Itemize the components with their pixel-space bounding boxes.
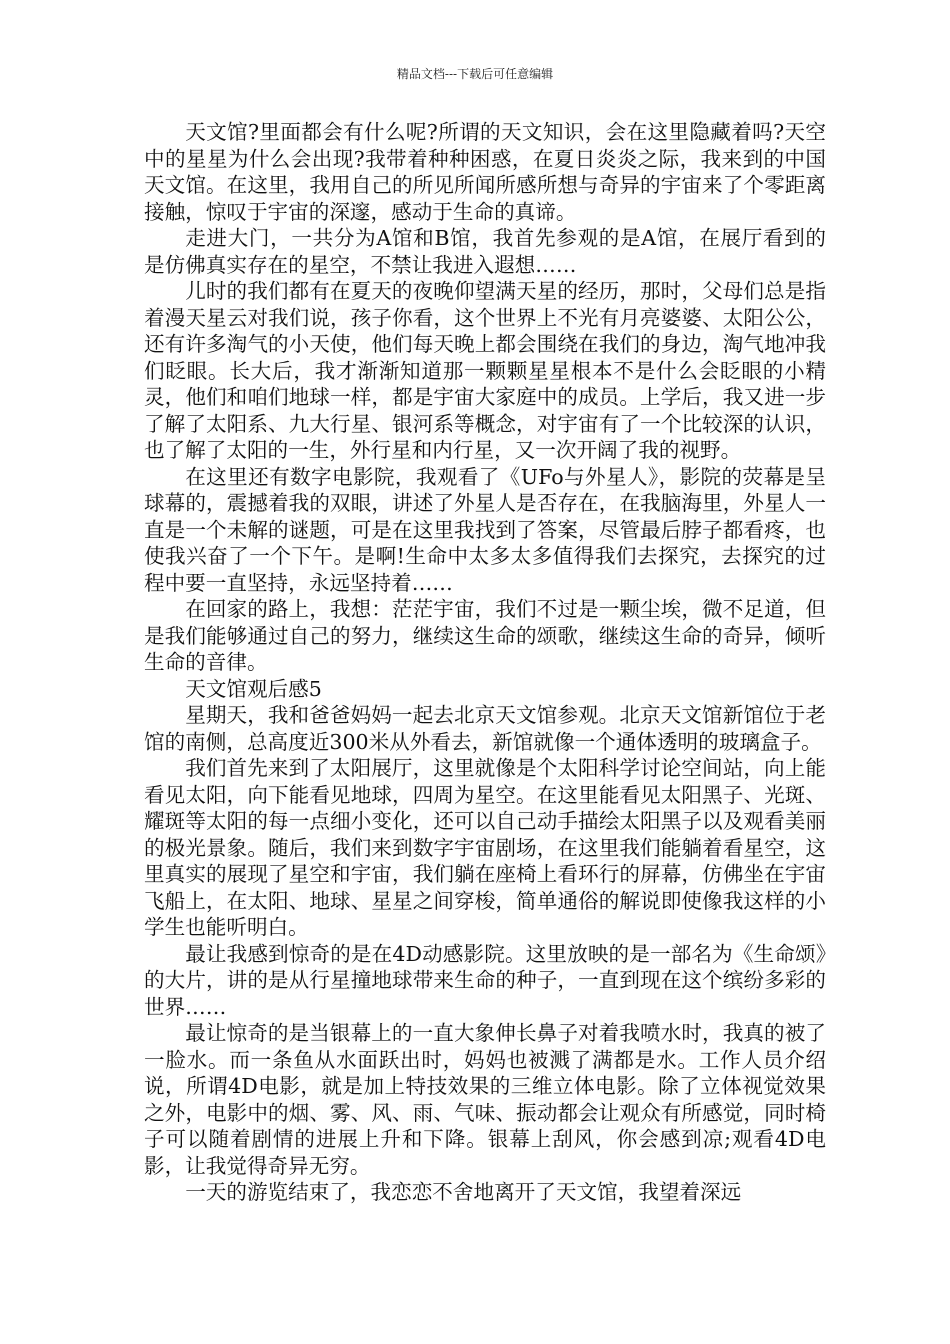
- paragraph: 我们首先来到了太阳展厅，这里就像是个太阳科学讨论空间站，向上能看见太阳，向下能看见地球，四周为星空。在这里能看见太阳黑子、光斑、耀斑等太阳的每一点细小变化，还可以自己动手描绘太阳黑子以及观看美丽的极光景象。随后，我们来到数字宇宙剧场，在这里我们能躺着看星空，这里真实的展现了星空和宇宙，我们躺在座椅上看环行的屏幕，仿佛坐在宇宙飞船上，在太阳、地球、星星之间穿梭，简单通俗的解说即使像我这样的小学生也能听明白。: [144, 756, 826, 939]
- paragraph: 最让我感到惊奇的是在4D动感影院。这里放映的是一部名为《生命颂》的大片，讲的是从行星撞地球带来生命的种子，一直到现在这个缤纷多彩的世界……: [144, 941, 826, 1019]
- paragraph: 儿时的我们都有在夏天的夜晚仰望满天星的经历，那时，父母们总是指着漫天星云对我们说，孩子你看，这个世界上不光有月亮婆婆、太阳公公，还有许多淘气的小天使，他们每天晚上都会围绕在我们的身边，淘气地冲我们眨眼。长大后，我才渐渐知道那一颗颗星星根本不是什么会眨眼的小精灵，他们和咱们地球一样，都是宇宙大家庭中的成员。上学后，我又进一步了解了太阳系、九大行星、银河系等概念，对宇宙有了一个比较深的认识，也了解了太阳的一生，外行星和内行星，又一次开阔了我的视野。: [144, 279, 826, 462]
- paragraph: 星期天，我和爸爸妈妈一起去北京天文馆参观。北京天文馆新馆位于老馆的南侧，总高度近300米从外看去，新馆就像一个通体透明的玻璃盒子。: [144, 703, 826, 754]
- paragraph: 在回家的路上，我想：茫茫宇宙，我们不过是一颗尘埃，微不足道，但是我们能够通过自己的努力，继续这生命的颂歌，继续这生命的奇异，倾听生命的音律。: [144, 597, 826, 674]
- document-body: [144, 119, 826, 1206]
- paragraph: 在这里还有数字电影院，我观看了《UFo与外星人》，影院的荧幕是呈球幕的，震撼着我的双眼，讲述了外星人是否存在，在我脑海里，外星人一直是一个未解的谜题，可是在这里我找到了答案，尽管最后脖子都看疼，也使我兴奋了一个下午。是啊!生命中太多太多值得我们去探究，去探究的过程中要一直坚持，永远坚持着……: [144, 464, 826, 595]
- section-title: 天文馆观后感5: [185, 676, 322, 701]
- paragraph: 天文馆?里面都会有什么呢?所谓的天文知识，会在这里隐藏着吗?天空中的星星为什么会出现?我带着种种困惑，在夏日炎炎之际，我来到的中国天文馆。在这里，我用自己的所见所闻所感所想与奇异的宇宙来了个零距离接触，惊叹于宇宙的深邃，感动于生命的真谛。: [144, 120, 826, 224]
- page-header: 精品文档---下载后可任意编辑: [396, 67, 554, 81]
- paragraph: 走进大门，一共分为A馆和B馆，我首先参观的是A馆，在展厅看到的是仿佛真实存在的星空，不禁让我进入遐想……: [144, 226, 826, 277]
- paragraph: 一天的游览结束了，我恋恋不舍地离开了天文馆，我望着深远: [185, 1180, 742, 1204]
- paragraph: 最让惊奇的是当银幕上的一直大象伸长鼻子对着我喷水时，我真的被了一脸水。而一条鱼从水面跃出时，妈妈也被溅了满都是水。工作人员介绍说，所谓4D电影，就是加上特技效果的三维立体电影。除了立体视觉效果之外，电影中的烟、雾、风、雨、气味、振动都会让观众有所感觉，同时椅子可以随着剧情的进展上升和下降。银幕上刮风，你会感到凉;观看4D电影，让我觉得奇异无穷。: [144, 1021, 826, 1178]
